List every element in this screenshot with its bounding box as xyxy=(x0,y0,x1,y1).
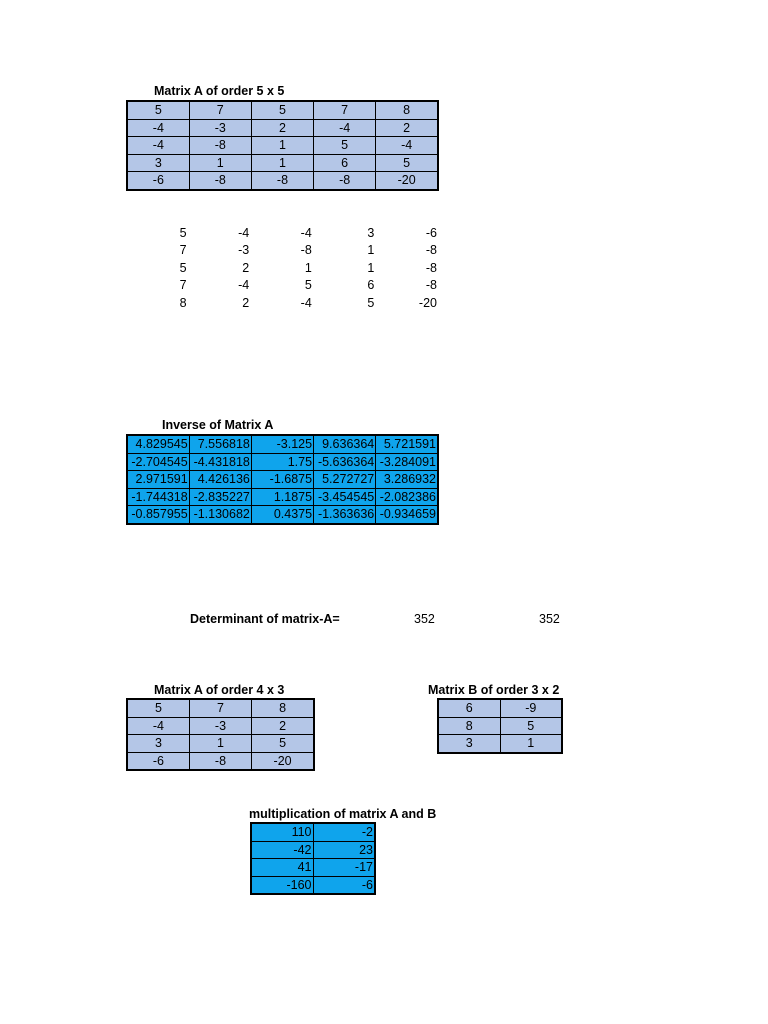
table-cell: 7.556818 xyxy=(189,435,251,453)
table-cell: 5.272727 xyxy=(314,471,376,489)
table-cell: 5 xyxy=(304,278,312,293)
table-cell: -2.835227 xyxy=(189,488,251,506)
table-row xyxy=(127,172,438,190)
table-cell: 1 xyxy=(500,735,562,753)
table-cell: 3 xyxy=(438,735,500,753)
table-cell: 3.286932 xyxy=(376,471,438,489)
table-row xyxy=(127,699,314,717)
table-cell: 5 xyxy=(127,101,189,119)
transpose-table xyxy=(126,224,439,312)
table-cell: -3.284091 xyxy=(376,453,438,471)
table-cell: 6 xyxy=(314,154,376,172)
table-cell: 3 xyxy=(127,735,189,753)
table-cell: 5 xyxy=(251,101,313,119)
table-cell: 1 xyxy=(189,154,251,172)
table-cell: -160 xyxy=(251,876,313,894)
table-cell: -6 xyxy=(127,752,189,770)
table-cell: -5.636364 xyxy=(314,453,376,471)
table-cell: -4 xyxy=(314,119,376,137)
table-cell: 5 xyxy=(127,699,189,717)
table-cell: 7 xyxy=(314,101,376,119)
table-cell: -8 xyxy=(314,172,376,190)
table-cell: 9.636364 xyxy=(314,435,376,453)
table-cell: 0.4375 xyxy=(251,506,313,524)
table-cell: 7 xyxy=(189,101,251,119)
table-row xyxy=(126,294,439,312)
determinant-value-2: 352 xyxy=(539,612,560,626)
table-cell: -6 xyxy=(425,225,437,240)
inverse-title: Inverse of Matrix A xyxy=(162,418,274,432)
table-row xyxy=(127,471,438,489)
table-cell: -9 xyxy=(500,699,562,717)
table-cell: -4 xyxy=(300,225,312,240)
table-cell: -1.130682 xyxy=(189,506,251,524)
table-cell: -1.363636 xyxy=(314,506,376,524)
table-cell: 5 xyxy=(179,225,187,240)
table-row xyxy=(126,277,439,295)
table-cell: 8 xyxy=(179,295,187,310)
table-cell: -17 xyxy=(313,859,375,877)
table-cell: -3 xyxy=(238,243,250,258)
table-cell: -8 xyxy=(425,278,437,293)
table-cell: 1 xyxy=(367,243,375,258)
table-cell: -3 xyxy=(189,717,251,735)
table-row xyxy=(127,435,438,453)
table-cell: 6 xyxy=(367,278,375,293)
table-row xyxy=(127,506,438,524)
table-cell: 7 xyxy=(179,243,187,258)
table-cell: 1.75 xyxy=(251,453,313,471)
table-cell: -20 xyxy=(252,752,314,770)
table-cell: -0.934659 xyxy=(376,506,438,524)
table-row xyxy=(126,242,439,260)
table-cell: 2 xyxy=(376,119,438,137)
table-cell: 4.829545 xyxy=(127,435,189,453)
table-cell: 4.426136 xyxy=(189,471,251,489)
table-cell: 7 xyxy=(179,278,187,293)
table-row xyxy=(251,823,375,841)
table-row xyxy=(127,735,314,753)
matrix-a-5x5-title: Matrix A of order 5 x 5 xyxy=(154,84,285,98)
table-cell: 6 xyxy=(438,699,500,717)
table-row xyxy=(127,137,438,155)
table-cell: 2 xyxy=(242,295,250,310)
matrix-a-4x3-title: Matrix A of order 4 x 3 xyxy=(154,683,285,697)
product-table xyxy=(250,822,376,895)
table-cell: -4 xyxy=(127,119,189,137)
table-cell: -3 xyxy=(189,119,251,137)
table-cell: -3.454545 xyxy=(314,488,376,506)
determinant-label: Determinant of matrix-A= xyxy=(190,612,340,626)
table-cell: 1 xyxy=(251,154,313,172)
table-row xyxy=(126,259,439,277)
table-cell: -8 xyxy=(189,137,251,155)
table-row xyxy=(127,154,438,172)
table-cell: -6 xyxy=(127,172,189,190)
inverse-table xyxy=(126,434,439,525)
table-cell: 5 xyxy=(179,260,187,275)
table-cell: -42 xyxy=(251,841,313,859)
table-cell: -8 xyxy=(300,243,312,258)
matrix-a-4x3-table xyxy=(126,698,315,771)
table-cell: -4 xyxy=(127,717,189,735)
matrix-b-3x2-title: Matrix B of order 3 x 2 xyxy=(428,683,560,697)
table-cell: 110 xyxy=(251,823,313,841)
table-cell: -3.125 xyxy=(251,435,313,453)
table-cell: -2.704545 xyxy=(127,453,189,471)
table-cell: 5 xyxy=(252,735,314,753)
table-cell: -20 xyxy=(376,172,438,190)
table-cell: 5 xyxy=(367,295,375,310)
table-cell: 8 xyxy=(376,101,438,119)
table-row xyxy=(127,717,314,735)
table-cell: 5.721591 xyxy=(376,435,438,453)
table-cell: 7 xyxy=(189,699,251,717)
table-row xyxy=(127,453,438,471)
table-cell: 2 xyxy=(251,119,313,137)
table-cell: -2 xyxy=(313,823,375,841)
table-cell: -4 xyxy=(300,295,312,310)
determinant-value-1: 352 xyxy=(414,612,435,626)
matrix-a-5x5-table xyxy=(126,100,439,191)
table-cell: -8 xyxy=(251,172,313,190)
table-cell: 2 xyxy=(252,717,314,735)
table-cell: 1 xyxy=(189,735,251,753)
table-cell: 41 xyxy=(251,859,313,877)
table-row xyxy=(127,101,438,119)
table-cell: -6 xyxy=(313,876,375,894)
table-row xyxy=(126,224,439,242)
table-cell: 8 xyxy=(252,699,314,717)
matrix-b-3x2-table xyxy=(437,698,563,754)
table-cell: -4.431818 xyxy=(189,453,251,471)
table-cell: -0.857955 xyxy=(127,506,189,524)
table-row xyxy=(438,699,562,717)
table-row xyxy=(251,859,375,877)
table-cell: -4 xyxy=(127,137,189,155)
product-title: multiplication of matrix A and B xyxy=(249,807,437,821)
table-row xyxy=(127,119,438,137)
table-cell: 8 xyxy=(438,717,500,735)
table-cell: 1 xyxy=(304,260,312,275)
table-row xyxy=(251,841,375,859)
table-cell: -8 xyxy=(189,752,251,770)
table-cell: 2 xyxy=(242,260,250,275)
table-cell: 1 xyxy=(251,137,313,155)
table-cell: -1.6875 xyxy=(251,471,313,489)
table-row xyxy=(251,876,375,894)
table-row xyxy=(438,735,562,753)
table-cell: -1.744318 xyxy=(127,488,189,506)
table-cell: 23 xyxy=(313,841,375,859)
table-cell: 2.971591 xyxy=(127,471,189,489)
table-cell: -4 xyxy=(238,278,250,293)
table-cell: -4 xyxy=(376,137,438,155)
table-cell: -8 xyxy=(189,172,251,190)
table-cell: 5 xyxy=(500,717,562,735)
table-cell: -8 xyxy=(425,243,437,258)
table-cell: -4 xyxy=(238,225,250,240)
table-cell: -20 xyxy=(418,295,437,310)
table-row xyxy=(127,752,314,770)
table-cell: 1 xyxy=(367,260,375,275)
table-cell: 5 xyxy=(314,137,376,155)
table-cell: 3 xyxy=(367,225,375,240)
table-cell: 5 xyxy=(376,154,438,172)
table-row xyxy=(127,488,438,506)
table-cell: -2.082386 xyxy=(376,488,438,506)
table-row xyxy=(438,717,562,735)
table-cell: 3 xyxy=(127,154,189,172)
table-cell: -8 xyxy=(425,260,437,275)
table-cell: 1.1875 xyxy=(251,488,313,506)
